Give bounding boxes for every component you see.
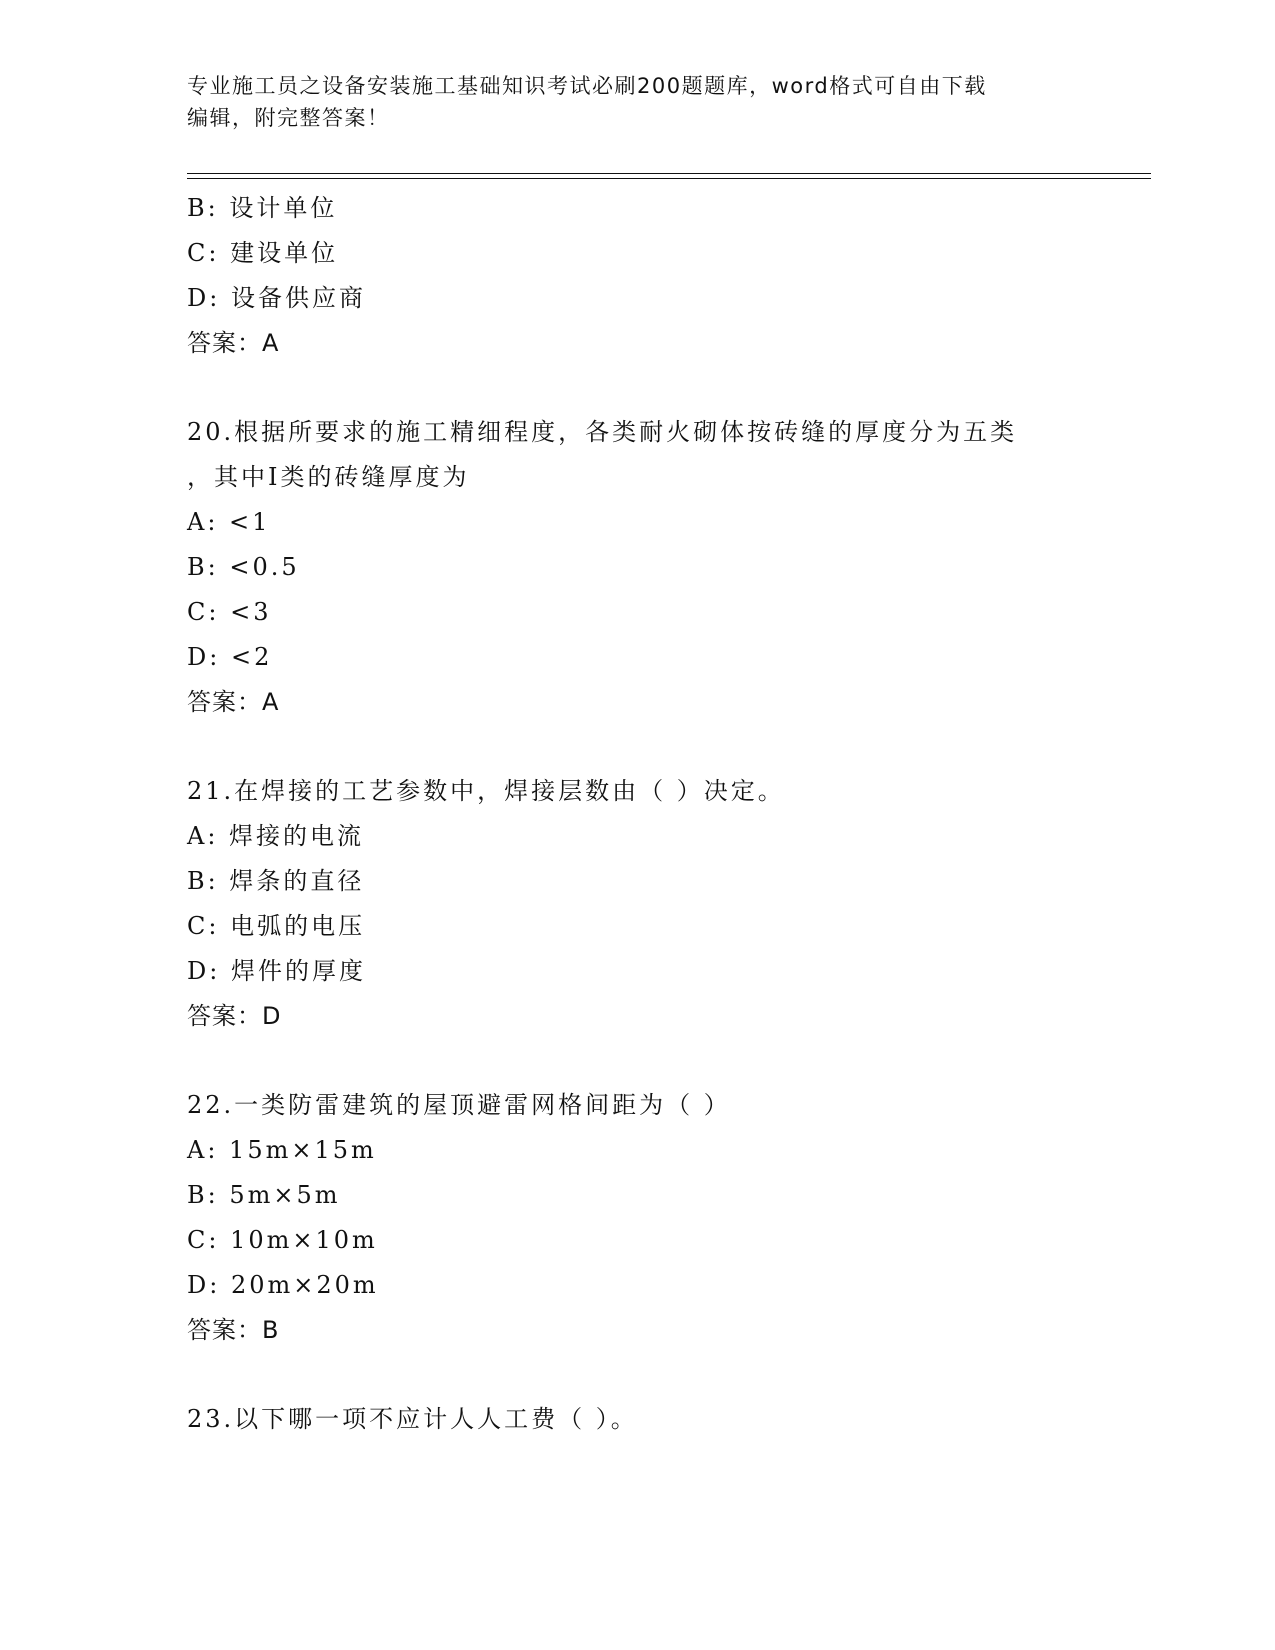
header-title-line-2: 编辑，附完整答案！ [187, 106, 390, 130]
q21-option-d: D: 焊件的厚度 [187, 957, 366, 985]
q23-stem: 23.以下哪一项不应计人人工费（ ）。 [187, 1405, 638, 1433]
q22-option-c: C: 10m×10m [187, 1226, 378, 1254]
q22-answer: 答案：B [187, 1316, 280, 1344]
q21-option-b: B: 焊条的直径 [187, 867, 365, 895]
q20-answer: 答案：A [187, 688, 280, 716]
header-title-line-1: 专业施工员之设备安装施工基础知识考试必刷200题题库，word格式可自由下载 [187, 74, 987, 98]
q22-option-a: A: 15m×15m [187, 1136, 377, 1164]
q20-option-a: A: <1 [187, 508, 271, 536]
q20-stem-line-1: 20.根据所要求的施工精细程度，各类耐火砌体按砖缝的厚度分为五类 [187, 418, 1018, 446]
q19-option-b: B: 设计单位 [187, 194, 338, 222]
q19-option-c: C: 建设单位 [187, 239, 339, 267]
q22-option-d: D: 20m×20m [187, 1271, 379, 1299]
q22-stem: 22.一类防雷建筑的屋顶避雷网格间距为（ ） [187, 1091, 731, 1119]
q20-stem-line-2: ，其中Ⅰ类的砖缝厚度为 [187, 463, 470, 491]
q22-option-b: B: 5m×5m [187, 1181, 341, 1209]
document-header [187, 70, 1067, 134]
q21-option-c: C: 电弧的电压 [187, 912, 366, 940]
q20-option-b: B: <0.5 [187, 553, 300, 581]
q20-option-c: C: <3 [187, 598, 272, 626]
header-rule-bottom [187, 178, 1151, 179]
q19-answer: 答案：A [187, 329, 280, 357]
q19-option-d: D: 设备供应商 [187, 284, 366, 312]
q21-stem: 21.在焊接的工艺参数中，焊接层数由（ ）决定。 [187, 777, 785, 805]
q21-option-a: A: 焊接的电流 [187, 822, 365, 850]
q21-answer: 答案：D [187, 1002, 282, 1030]
q20-option-d: D: <2 [187, 643, 273, 671]
header-rule-top [187, 173, 1151, 174]
